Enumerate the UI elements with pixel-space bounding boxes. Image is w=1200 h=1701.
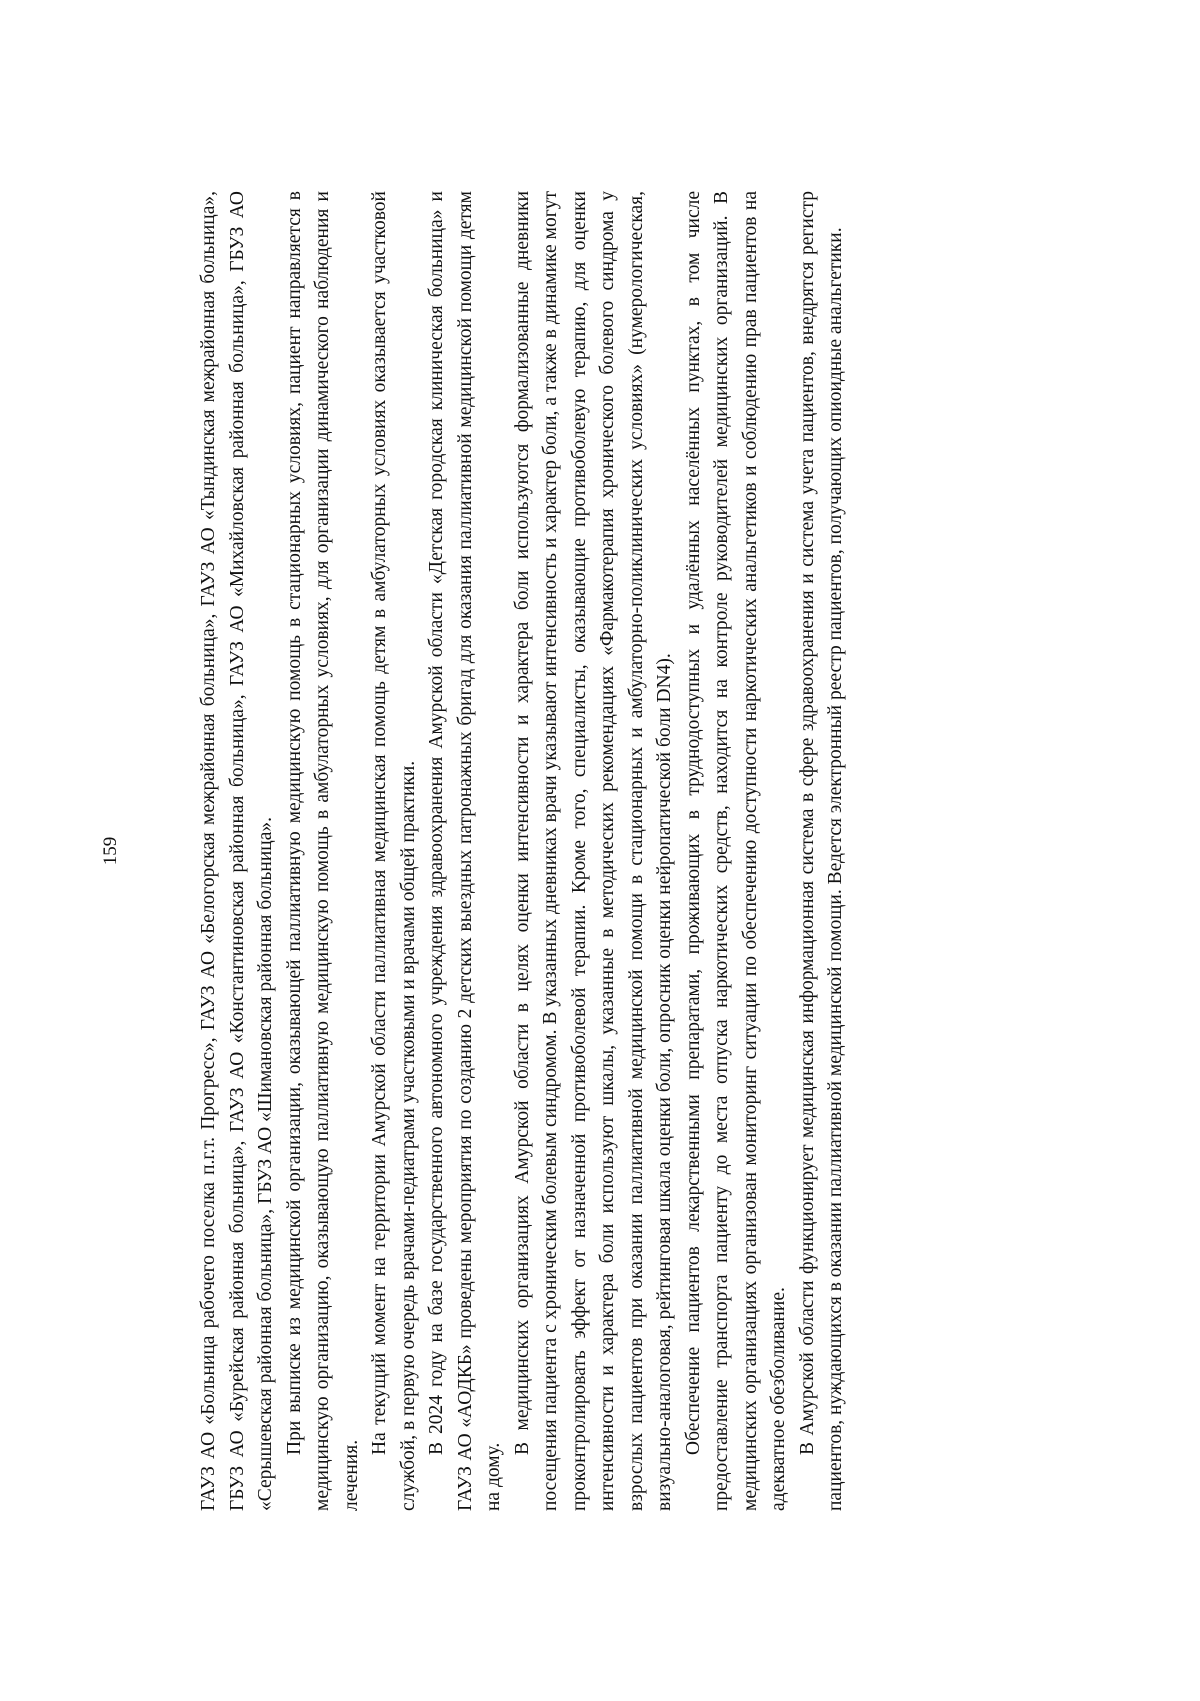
- paragraph-1: ГАУЗ АО «Больница рабочего поселка п.г.т. Прогресс», ГАУЗ АО «Белогорская межрайонная больница», ГАУЗ АО «Тындинская межрайонная больница», ГБУЗ АО «Бурейская районная больница», ГАУЗ АО «Константиновская районная больница», ГАУЗ АО «Михайловская районная больница», ГБУЗ АО «Серышевская районная больница», ГБУЗ АО «Шимановская районная больница».: [198, 191, 276, 1511]
- page-number: 159: [100, 836, 121, 866]
- paragraph-7: В Амурской области функционирует медицинская информационная система в сфере здравоохранения и система учета пациентов, внедрятся регистр пациентов, нуждающихся в оказании паллиативной медицинской помощи. Ведется электронный реестр пациентов, получающих опиоидные анальгетики.: [796, 191, 846, 1511]
- paragraph-2: При выписке из медицинской организации, оказывающей паллиативную медицинскую помощь в стационарных условиях, пациент направляется в медицинскую организацию, оказывающую паллиативную медицинскую помощь в амбулаторных условиях, для организации динамического наблюдения и лечения.: [283, 191, 362, 1511]
- paragraph-3: На текущий момент на территории Амурской области паллиативная медицинская помощь детям в амбулаторных условиях оказывается участковой службой, в первую очередь врачами-педиатрами участковыми и врачами общей практики.: [369, 191, 419, 1511]
- body-text: [195, 191, 851, 1511]
- paragraph-4: В 2024 году на базе государственного автономного учреждения здравоохранения Амурской области «Детская городская клиническая больница» и ГАУЗ АО «АОДКБ» проведены мероприятия по созданию 2 детских выездных патронажных бригад для оказания паллиативной медицинской помощи детям на дому.: [426, 191, 504, 1511]
- paragraph-5: В медицинских организациях Амурской области в целях оценки интенсивности и характера боли используются формализованные дневники посещения пациента с хроническим болевым синдромом. В указанных дневниках врачи указывают интенсивность и характер боли, а также в динамике могут проконтролировать эффект от назначенной противоболевой терапии. Кроме того, специалисты, оказывающие противоболевую терапию, для оценки интенсивности и характера боли используют шкалы, указанные в методических рекомендациях «Фармакотерапия хронического болевого синдрома у взрослых пациентов при оказании паллиативной медицинской помощи в стационарных и амбулаторно-поликлинических условиях» (нумерологическая, визуально-аналоговая, рейтинговая шкала оценки боли, опросник оценки нейропатической боли DN4).: [511, 191, 675, 1511]
- paragraph-6: Обеспечение пациентов лекарственными препаратами, проживающих в труднодоступных и удалённых населённых пунктах, в том числе предоставление транспорта пациенту до места отпуска наркотических средств, находится на контроле руководителей медицинских организаций. В медицинских организациях организован мониторинг ситуации по обеспечению доступности наркотических анальгетиков и соблюдению прав пациентов на адекватное обезболивание.: [682, 191, 789, 1511]
